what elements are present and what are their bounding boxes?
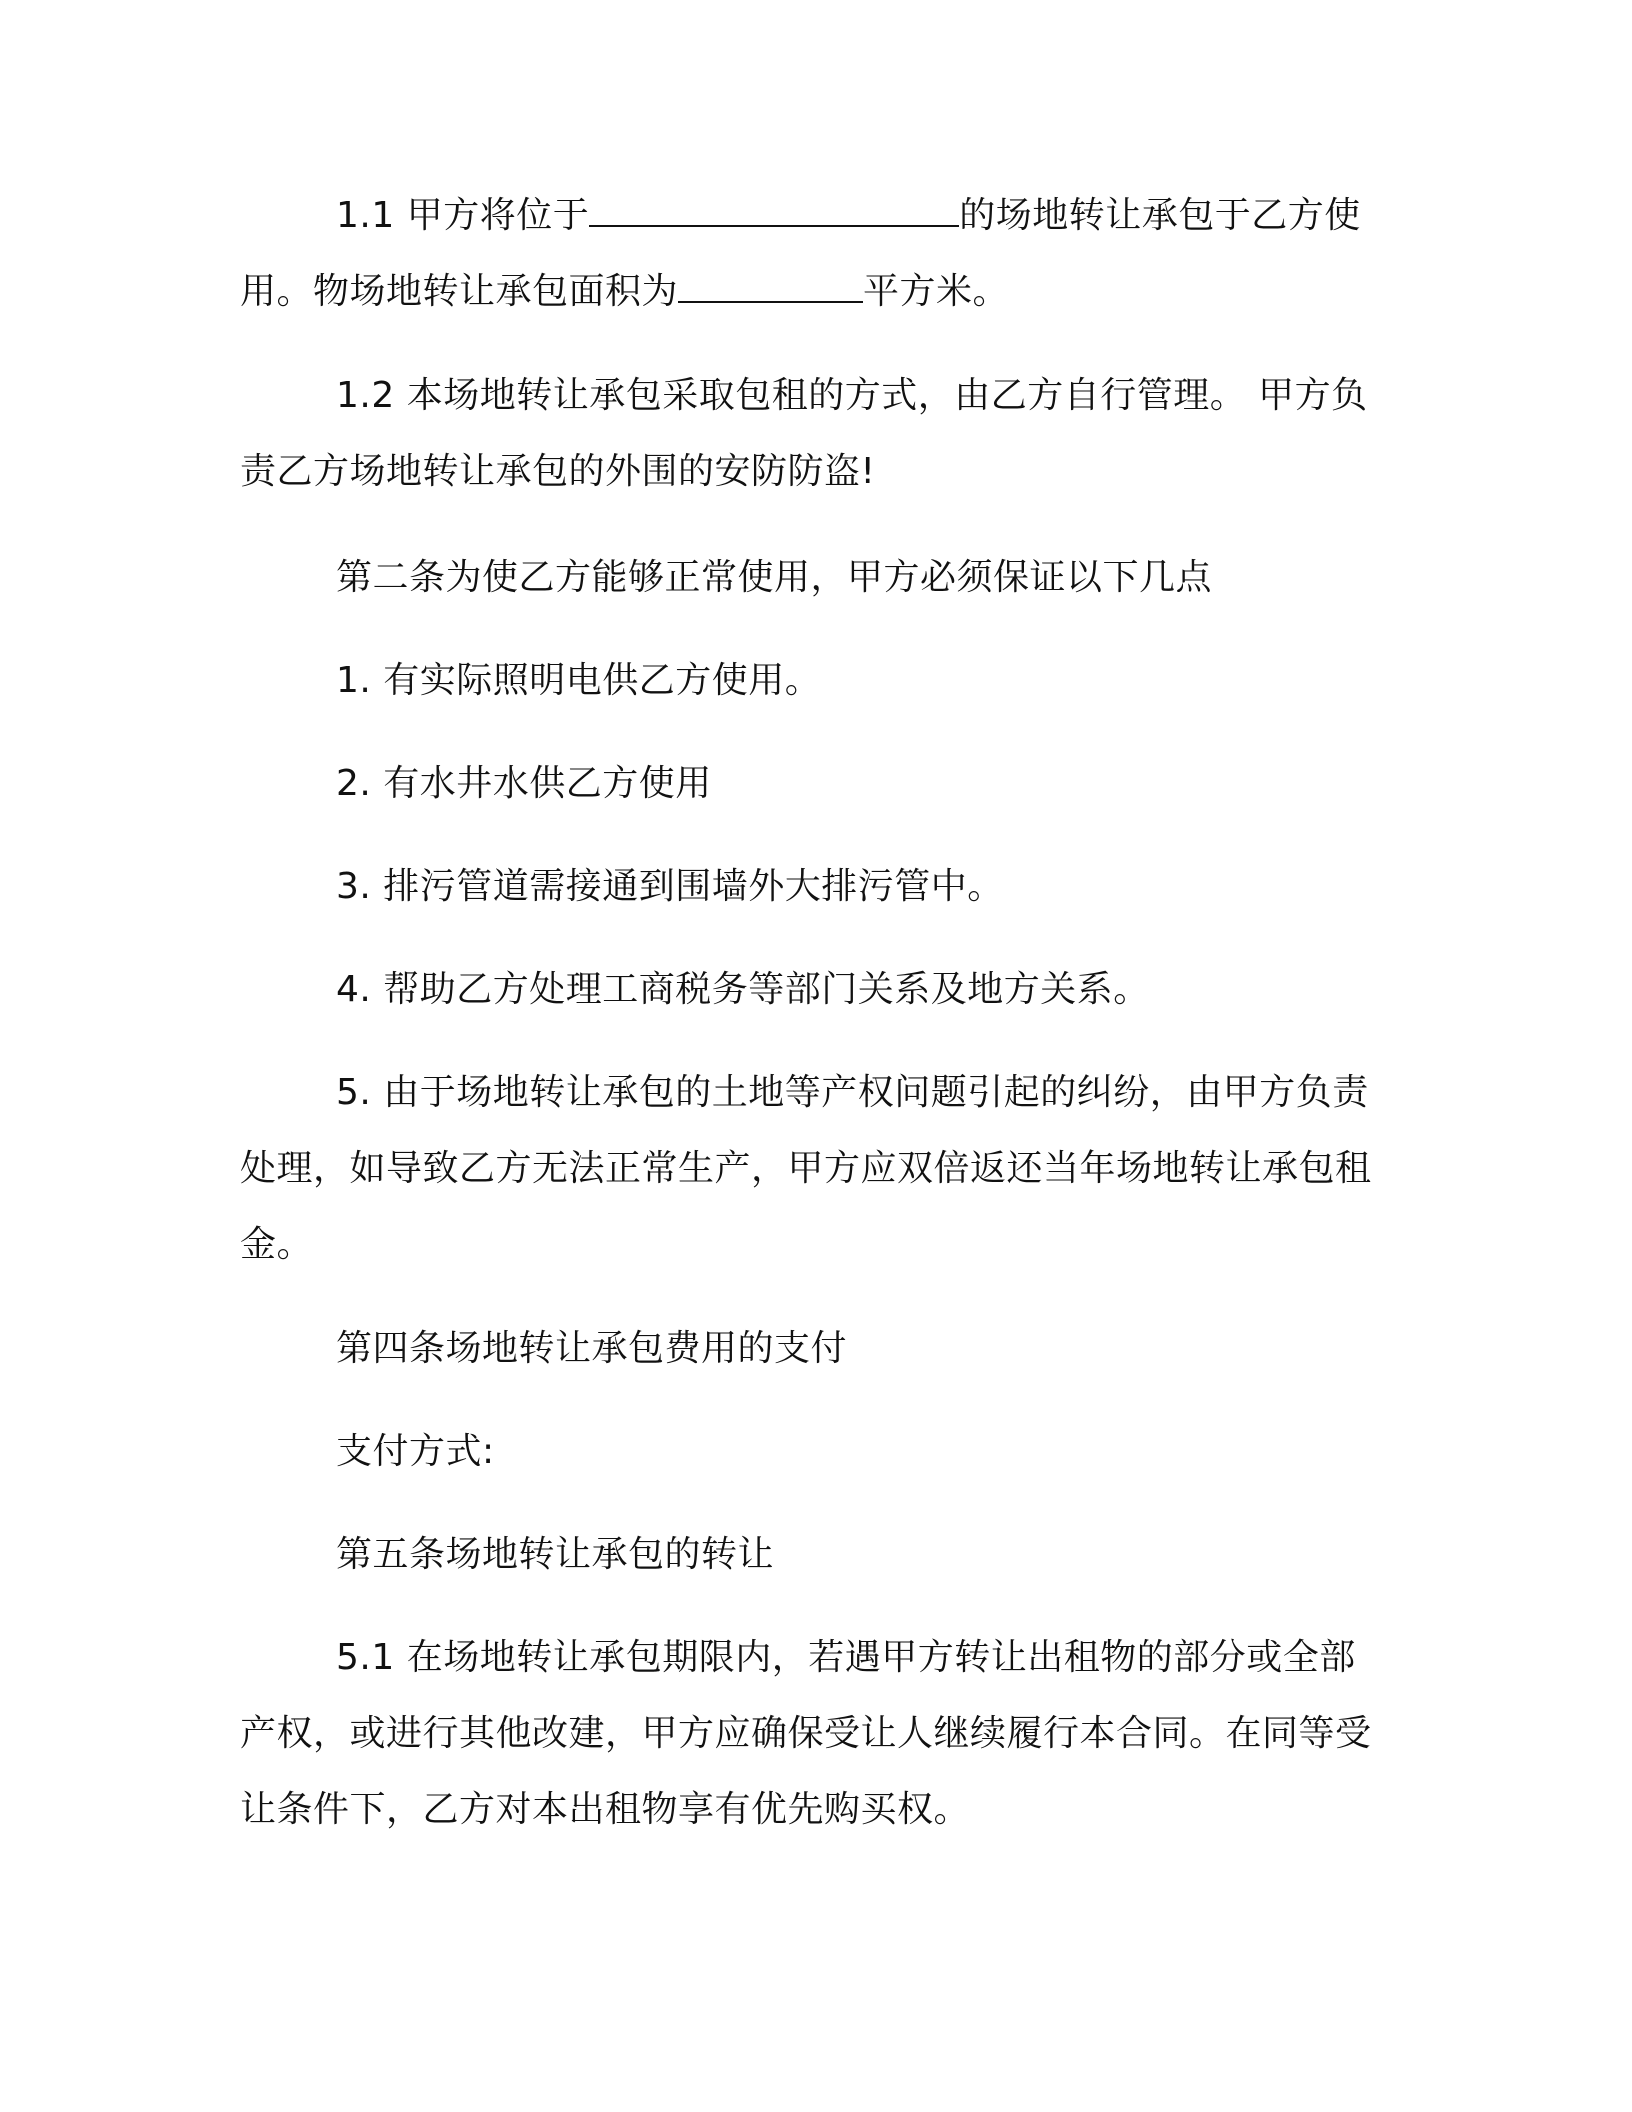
payment-method: 支付方式:: [336, 1431, 495, 1472]
article-4-heading: 第四条场地转让承包费用的支付: [336, 1328, 848, 1369]
paragraph-5-1: 5.1 在场地转让承包期限内，若遇甲方转让出租物的部分或全部产权，或进行其他改建，甲方应确保受让人继续履行本合同。在同等受让条件下，乙方对本出租物享有优先购买权。: [240, 1637, 1372, 1830]
location-blank: [589, 191, 959, 227]
article-2-heading: 第二条为使乙方能够正常使用，甲方必须保证以下几点: [336, 557, 1213, 598]
paragraph-1-2: 1.2 本场地转让承包采取包租的方式，由乙方自行管理。 甲方负责乙方场地转让承包的外围的安防防盗!: [240, 375, 1368, 492]
paragraph-1-1-text-c: 平方米。: [863, 271, 1010, 312]
paragraph-1-1: [240, 178, 1390, 330]
list-item-5: 5. 由于场地转让承包的土地等产权问题引起的纠纷，由甲方负责处理，如导致乙方无法正常生产，甲方应双倍返还当年场地转让承包租金。: [240, 1072, 1372, 1265]
paragraph-1-1-text-b: 的场地转让承包于乙方使用。物场地转让承包面积为: [240, 195, 1361, 312]
list-item-4: 4. 帮助乙方处理工商税务等部门关系及地方关系。: [336, 969, 1150, 1010]
list-item-3: 3. 排污管道需接通到围墙外大排污管中。: [336, 866, 1004, 907]
list-item-1: 1. 有实际照明电供乙方使用。: [336, 660, 822, 701]
list-item-2: 2. 有水井水供乙方使用: [336, 763, 712, 804]
paragraph-1-1-text-a: 1.1 甲方将位于: [336, 195, 590, 236]
article-5-heading: 第五条场地转让承包的转让: [336, 1534, 775, 1575]
area-blank: [678, 267, 863, 303]
